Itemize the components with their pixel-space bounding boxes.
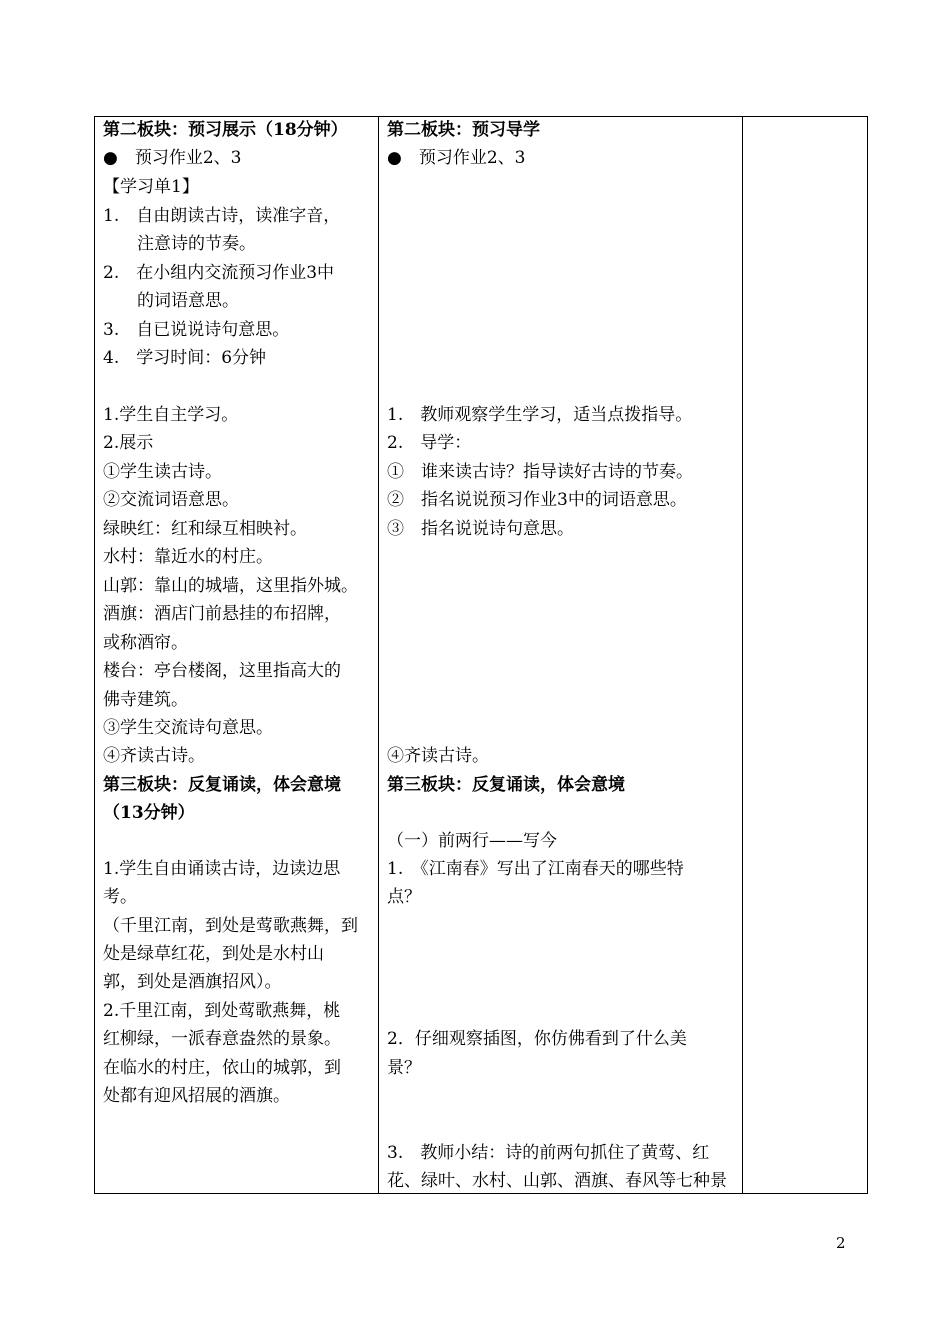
text-line: 2. 在小组内交流预习作业3中 xyxy=(103,263,335,283)
text-line: （一）前两行——写今 xyxy=(387,831,557,851)
text-line: 3. 自已说说诗句意思。 xyxy=(103,320,290,340)
text-line: 楼台：亭台楼阁，这里指高大的 xyxy=(103,661,341,681)
text-line: 水村：靠近水的村庄。 xyxy=(103,547,273,567)
text-line: 郭，到处是酒旗招风）。 xyxy=(103,972,282,992)
text-line: 处都有迎风招展的酒旗。 xyxy=(103,1086,290,1106)
lesson-table xyxy=(94,116,868,1194)
text-line: 4. 学习时间：6分钟 xyxy=(103,348,267,368)
column-divider-1 xyxy=(378,117,379,1193)
text-line: 1. 《江南春》写出了江南春天的哪些特 xyxy=(387,859,684,879)
text-line: 1. 自由朗读古诗，读准字音， xyxy=(103,206,341,226)
section-heading: 第三板块：反复诵读，体会意境 xyxy=(103,775,341,795)
text-line: （千里江南，到处是莺歌燕舞，到 xyxy=(103,916,358,936)
text-line: 1.学生自由诵读古诗，边读边思 xyxy=(103,859,341,879)
text-line: 的词语意思。 xyxy=(103,291,239,311)
text-line: 景？ xyxy=(387,1058,421,1078)
text-line: 2．仔细观察插图，你仿佛看到了什么美 xyxy=(387,1029,687,1049)
text-line: ①学生读古诗。 xyxy=(103,462,222,482)
text-line: ② 指名说说预习作业3中的词语意思。 xyxy=(387,490,687,510)
text-line: 注意诗的节奏。 xyxy=(103,234,256,254)
text-line: ① 谁来读古诗？指导读好古诗的节奏。 xyxy=(387,462,693,482)
text-line: 考。 xyxy=(103,887,137,907)
text-line: ④齐读古诗。 xyxy=(387,746,489,766)
text-line: 2. 导学： xyxy=(387,433,472,453)
section-heading: 第三板块：反复诵读，体会意境 xyxy=(387,775,625,795)
text-line: 处是绿草红花，到处是水村山 xyxy=(103,944,324,964)
text-line: 或称酒帘。 xyxy=(103,633,188,653)
text-line: ③学生交流诗句意思。 xyxy=(103,718,273,738)
text-line: 2.千里江南，到处莺歌燕舞，桃 xyxy=(103,1001,341,1021)
text-line: ● 预习作业2、3 xyxy=(387,148,526,168)
text-line: ③ 指名说说诗句意思。 xyxy=(387,519,574,539)
text-line: 山郭：靠山的城墙，这里指外城。 xyxy=(103,576,358,596)
text-line: 1.学生自主学习。 xyxy=(103,405,239,425)
section-heading: 第二板块：预习导学 xyxy=(387,120,540,140)
text-line: 2.展示 xyxy=(103,433,154,453)
text-line: 3. 教师小结：诗的前两句抓住了黄莺、红 xyxy=(387,1143,710,1163)
text-line: 1. 教师观察学生学习，适当点拨指导。 xyxy=(387,405,693,425)
page-number: 2 xyxy=(836,1234,846,1252)
text-line: 花、绿叶、水村、山郭、酒旗、春风等七种景 xyxy=(387,1171,727,1191)
text-line: ● 预习作业2、3 xyxy=(103,148,242,168)
section-heading: 第二板块：预习展示（18分钟） xyxy=(103,120,348,140)
text-line: 点？ xyxy=(387,887,421,907)
text-line: 【学习单1】 xyxy=(103,177,199,197)
column-divider-2 xyxy=(742,117,743,1193)
text-line: 佛寺建筑。 xyxy=(103,690,188,710)
text-line: 绿映红：红和绿互相映衬。 xyxy=(103,519,307,539)
section-heading-time: （13分钟） xyxy=(103,803,195,823)
text-line: 酒旗：酒店门前悬挂的布招牌， xyxy=(103,604,341,624)
text-line: ②交流词语意思。 xyxy=(103,490,239,510)
text-line: 在临水的村庄，依山的城郭，到 xyxy=(103,1058,341,1078)
text-line: ④齐读古诗。 xyxy=(103,746,205,766)
text-line: 红柳绿，一派春意盎然的景象。 xyxy=(103,1029,341,1049)
